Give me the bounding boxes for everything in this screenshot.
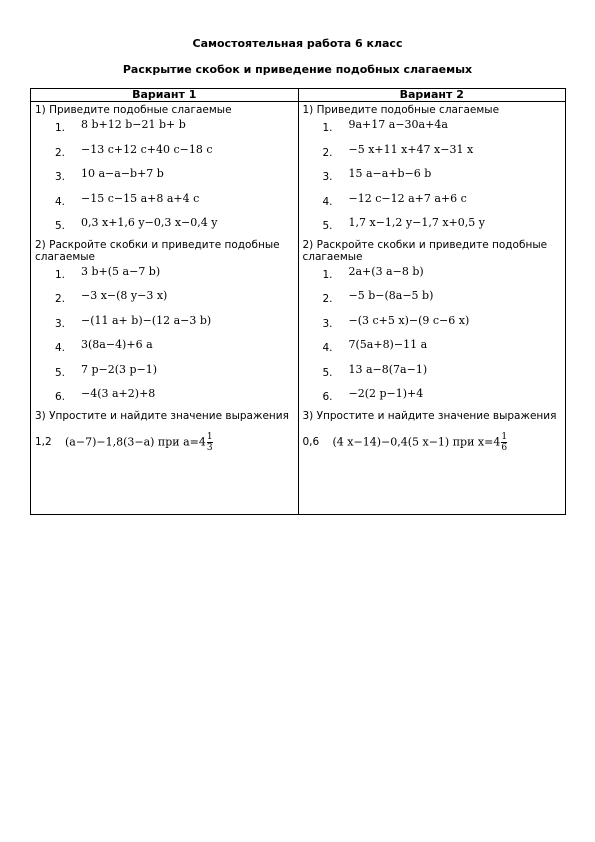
- list-item: [35, 190, 294, 215]
- list-item: [303, 116, 562, 141]
- variant-1-header: Вариант 1: [31, 89, 299, 102]
- task2-heading: 2) Раскройте скобки и приведите подобные слагаемые: [302, 238, 548, 263]
- item-expression: −(3 c+5 x)−(9 c−6 x): [348, 313, 470, 327]
- task3-expression: [303, 426, 562, 456]
- list-item: [303, 141, 562, 166]
- item-number: 1.: [55, 122, 66, 134]
- item-number: 5.: [55, 366, 66, 379]
- task1-heading: 1) Приведите подобные слагаемые: [302, 104, 500, 116]
- list-item: [35, 165, 294, 190]
- variant-1-cell: [31, 102, 299, 515]
- item-number: 4.: [322, 342, 333, 354]
- item-expression: −5 x+11 x+47 x−31 x: [348, 142, 474, 156]
- item-expression: −15 c−15 a+8 a+4 c: [81, 191, 200, 205]
- variants-table: [30, 88, 566, 515]
- item-expression: −12 c−12 a+7 a+6 c: [348, 191, 467, 205]
- list-item: [35, 141, 294, 166]
- item-number: 4.: [55, 342, 66, 354]
- variant-2-header: Вариант 2: [298, 89, 566, 102]
- item-expression: 10 a−a−b+7 b: [81, 167, 164, 180]
- item-expression: 0,3 x+1,6 y−0,3 x−0,4 y: [81, 216, 218, 229]
- item-expression: −4(3 a+2)+8: [81, 387, 156, 400]
- list-item: [35, 116, 294, 141]
- list-item: [303, 263, 562, 288]
- item-expression: −(11 a+ b)−(12 a−3 b): [81, 313, 212, 327]
- item-number: 1.: [55, 268, 66, 281]
- item-number: 2.: [322, 293, 333, 305]
- fraction-numerator: 1: [501, 431, 508, 442]
- list-item: [35, 385, 294, 410]
- item-expression: 9a+17 a−30a+4a: [348, 118, 448, 131]
- item-number: 4.: [322, 195, 333, 208]
- task3-coefficient: 1,2: [35, 435, 52, 448]
- item-number: 2.: [322, 146, 333, 159]
- list-item: [303, 190, 562, 215]
- task3-formula: (4 x−14)−0,4(5 x−1) при x=4: [332, 435, 501, 448]
- fraction-denominator: 3: [206, 442, 213, 453]
- task3-expression: [35, 426, 294, 456]
- task1-list: [35, 116, 294, 239]
- list-item: [303, 385, 562, 410]
- task2-list: [303, 263, 562, 410]
- task1-list: [303, 116, 562, 239]
- item-number: 3.: [55, 317, 66, 330]
- list-item: [35, 287, 294, 312]
- list-item: [303, 287, 562, 312]
- item-number: 1.: [322, 122, 333, 134]
- item-expression: 3(8a−4)+6 a: [81, 338, 153, 351]
- item-expression: −5 b−(8a−5 b): [348, 289, 434, 302]
- list-item: [303, 361, 562, 386]
- item-expression: 7 p−2(3 p−1): [81, 362, 158, 376]
- item-number: 5.: [55, 220, 66, 232]
- page-subtitle: Раскрытие скобок и приведение подобных слагаемых: [122, 63, 473, 76]
- task3-heading: 3) Упростите и найдите значение выражения: [302, 409, 557, 422]
- fraction: [207, 432, 213, 453]
- fraction: [501, 432, 507, 453]
- list-item: [35, 361, 294, 386]
- task3-coefficient: 0,6: [302, 435, 320, 448]
- task2-heading: 2) Раскройте скобки и приведите подобные слагаемые: [35, 238, 280, 263]
- task1-heading: 1) Приведите подобные слагаемые: [35, 104, 232, 116]
- list-item: [303, 312, 562, 337]
- task2-list: [35, 263, 294, 410]
- item-expression: 2a+(3 a−8 b): [348, 264, 424, 278]
- item-expression: 3 b+(5 a−7 b): [81, 264, 161, 278]
- list-item: [303, 165, 562, 190]
- task3-heading: 3) Упростите и найдите значение выражения: [35, 409, 289, 422]
- item-number: 3.: [322, 171, 333, 183]
- item-expression: 15 a−a+b−6 b: [348, 167, 432, 180]
- item-expression: 13 a−8(7a−1): [348, 362, 428, 376]
- fraction-numerator: 1: [206, 431, 213, 442]
- item-number: 2.: [55, 146, 66, 159]
- item-number: 3.: [322, 317, 333, 330]
- list-item: [35, 336, 294, 361]
- variant-2-cell: [298, 102, 566, 515]
- item-expression: 1,7 x−1,2 y−1,7 x+0,5 y: [348, 216, 485, 229]
- item-expression: −3 x−(8 y−3 x): [81, 289, 168, 302]
- item-number: 6.: [55, 391, 66, 403]
- item-number: 3.: [55, 171, 66, 183]
- item-number: 1.: [322, 268, 333, 281]
- list-item: [303, 336, 562, 361]
- item-number: 5.: [322, 220, 333, 232]
- item-expression: −2(2 p−1)+4: [348, 387, 424, 400]
- list-item: [35, 263, 294, 288]
- item-number: 5.: [322, 366, 333, 379]
- fraction-denominator: 6: [501, 442, 508, 453]
- page-title: Самостоятельная работа 6 класс: [192, 37, 403, 50]
- item-number: 6.: [322, 391, 333, 403]
- list-item: [35, 312, 294, 337]
- item-expression: 7(5a+8)−11 a: [348, 338, 428, 351]
- item-number: 4.: [55, 195, 66, 208]
- item-expression: −13 c+12 c+40 c−18 c: [81, 142, 213, 156]
- list-item: [35, 214, 294, 239]
- item-expression: 8 b+12 b−21 b+ b: [81, 118, 186, 131]
- item-number: 2.: [55, 293, 66, 305]
- task3-formula: (a−7)−1,8(3−a) при a=4: [65, 435, 206, 448]
- list-item: [303, 214, 562, 239]
